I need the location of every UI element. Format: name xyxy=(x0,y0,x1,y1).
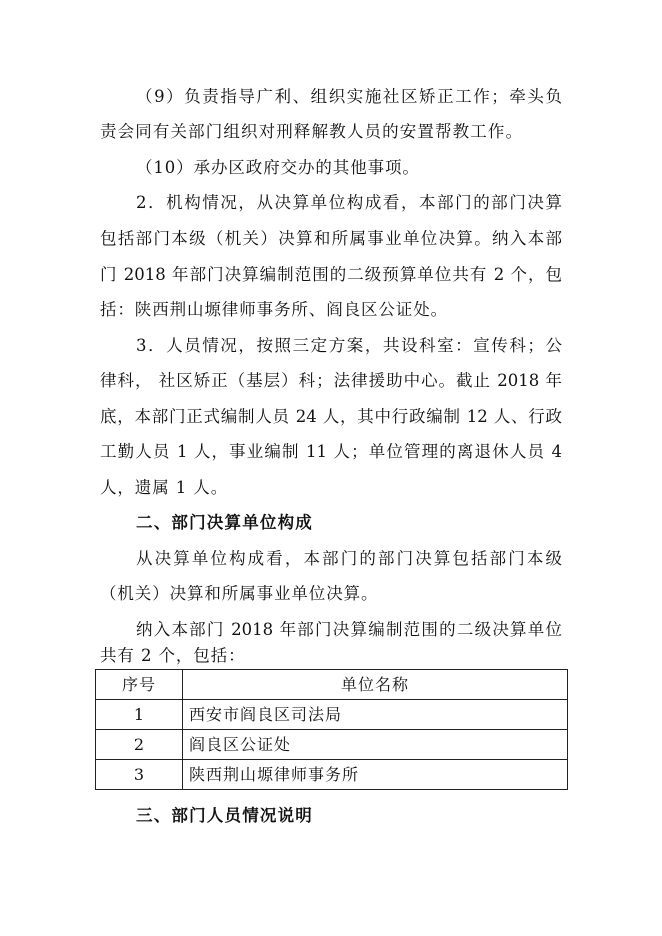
units-table xyxy=(95,669,568,790)
table-header-row xyxy=(96,670,568,700)
paragraph-line: 人，遗属 1 人。 xyxy=(100,478,229,497)
paragraph-line: 2．机构情况，从决算单位构成看，本部门的部门决算 xyxy=(136,193,562,212)
section-heading: 二、部门决算单位构成 xyxy=(136,513,313,532)
header-cell-name: 单位名称 xyxy=(183,670,568,700)
cell-index: 1 xyxy=(96,700,183,730)
table-row xyxy=(96,760,568,790)
paragraph-line: 门 2018 年部门决算编制范围的二级预算单位共有 2 个，包 xyxy=(100,265,562,284)
cell-unit-name: 阎良区公证处 xyxy=(183,730,568,760)
paragraph-line: （机关）决算和所属事业单位决算。 xyxy=(100,584,379,603)
paragraph-line: 纳入本部门 2018 年部门决算编制范围的二级决算单位 xyxy=(136,620,562,639)
paragraph-line: 责会同有关部门组织对刑释解教人员的安置帮教工作。 xyxy=(100,122,522,141)
cell-unit-name: 西安市阎良区司法局 xyxy=(183,700,568,730)
paragraph-line: （10）承办区政府交办的其他事项。 xyxy=(136,158,420,177)
table-row xyxy=(96,700,568,730)
paragraph-line: 工勤人员 1 人，事业编制 11 人；单位管理的离退休人员 4 xyxy=(100,442,562,461)
paragraph-line: 底，本部门正式编制人员 24 人，其中行政编制 12 人、行政 xyxy=(100,407,562,426)
cell-unit-name: 陕西荆山塬律师事务所 xyxy=(183,760,568,790)
section-heading: 三、部门人员情况说明 xyxy=(136,806,313,825)
paragraph-line: （9）负责指导广利、组织实施社区矫正工作；牵头负 xyxy=(136,87,562,106)
paragraph-line: 律科， 社区矫正（基层）科；法律援助中心。截止 2018 年 xyxy=(100,371,562,390)
cell-index: 3 xyxy=(96,760,183,790)
table-row xyxy=(96,730,568,760)
paragraph-line: 3．人员情况，按照三定方案，共设科室：宣传科；公 xyxy=(136,336,562,355)
cell-index: 2 xyxy=(96,730,183,760)
header-cell-index: 序号 xyxy=(96,670,183,700)
paragraph-line: 括：陕西荆山塬律师事务所、阎良区公证处。 xyxy=(100,300,448,319)
paragraph-line: 包括部门本级（机关）决算和所属事业单位决算。纳入本部 xyxy=(100,229,562,248)
paragraph-line: 从决算单位构成看，本部门的部门决算包括部门本级 xyxy=(136,549,562,568)
paragraph-line: 共有 2 个，包括： xyxy=(100,646,246,665)
